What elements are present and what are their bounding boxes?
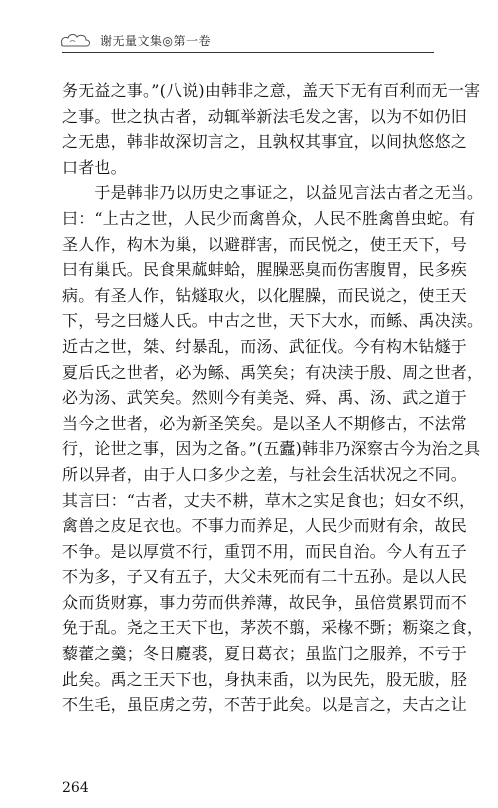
- text-line: 之无患，韩非故深切言之，且孰权其事宜，以间执悠悠之: [62, 132, 468, 152]
- text-line: 不生毛，虽臣虏之劳，不苦于此矣。以是言之，夫古之让: [62, 695, 468, 715]
- body-text: [62, 78, 484, 718]
- text-line: 其言曰：“古者，丈夫不耕，草木之实足食也；妇女不织，: [62, 490, 476, 510]
- page-number: 264: [62, 780, 89, 796]
- text-line: 此矣。禹之王天下也，身执耒臿，以为民先，股无胈，胫: [62, 669, 468, 689]
- text-line: 病。有圣人作，钻燧取火，以化腥臊，而民说之，使王天: [62, 285, 468, 305]
- header-rule: [62, 52, 434, 53]
- text-line: 下，号之曰燧人氏。中古之世，天下大水，而鲧、禹决渎。: [62, 311, 484, 331]
- text-line: 圣人作，构木为巢，以避群害，而民悦之，使王天下，号: [62, 234, 468, 254]
- text-line: 于是韩非乃以历史之事证之，以益见言法古者之无当。: [62, 183, 484, 203]
- text-line: 曰有巢氏。民食果蓏蚌蛤，腥臊恶臭而伤害腹胃，民多疾: [62, 260, 468, 280]
- cloud-ornament-icon: [58, 30, 94, 50]
- text-line: 当今之世者，必为新圣笑矣。是以圣人不期修古，不法常: [62, 413, 468, 433]
- text-line: 不争。是以厚赏不行，重罚不用，而民自治。今人有五子: [62, 541, 468, 561]
- text-line: 夏后氏之世者，必为鲧、禹笑矣；有决渎于殷、周之世者，: [62, 362, 484, 382]
- text-line: 众而货财寡，事力劳而供养薄，故民争，虽倍赏累罚而不: [62, 592, 468, 612]
- text-line: 务无益之事。”(八说)由韩非之意，盖天下无有百利而无一害: [62, 81, 481, 100]
- running-header: [0, 0, 498, 56]
- text-line: 免于乱。尧之王天下也，茅茨不翦，采椽不斲；粝粢之食，: [62, 618, 484, 638]
- text-line: 口者也。: [62, 157, 127, 177]
- text-line: 近古之世，桀、纣暴乱，而汤、武征伐。今有构木钻燧于: [62, 336, 468, 356]
- text-line: 禽兽之皮足衣也。不事力而养足，人民少而财有余，故民: [62, 516, 468, 536]
- text-line: 所以异者，由于人口多少之差，与社会生活状况之不同。: [62, 464, 468, 484]
- text-line: 行，论世之事，因为之备。”(五蠹)韩非乃深察古今为治之具: [62, 439, 481, 459]
- text-line: 藜藿之羹；冬日麑裘，夏日葛衣；虽监门之服养，不亏于: [62, 644, 468, 664]
- header-title: 谢无量文集◎第一卷: [100, 34, 211, 48]
- text-line: 必为汤、武笑矣。然则今有美尧、舜、禹、汤、武之道于: [62, 388, 468, 408]
- text-line: 之事。世之执古者，动辄举新法毛发之害，以为不如仍旧: [62, 106, 468, 126]
- text-line: 曰：“上古之世，人民少而禽兽众，人民不胜禽兽虫蛇。有: [62, 208, 476, 228]
- text-line: 不为多，子又有五子，大父未死而有二十五孙。是以人民: [62, 567, 468, 587]
